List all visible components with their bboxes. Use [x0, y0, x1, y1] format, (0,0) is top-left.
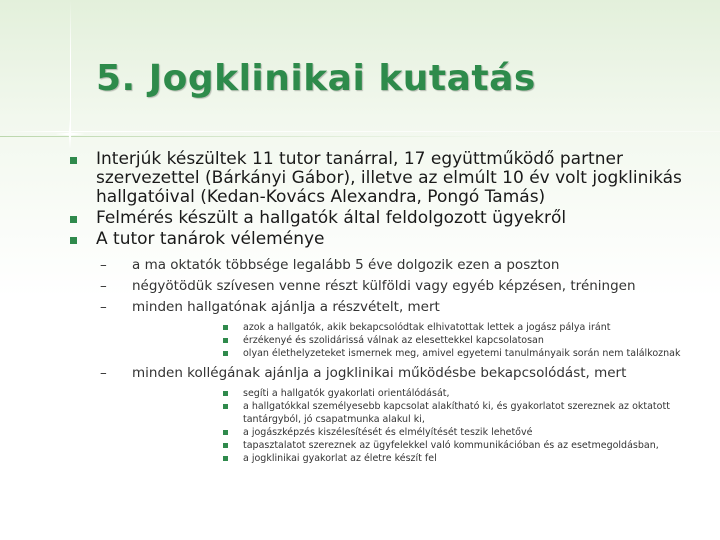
list-item [60, 255, 700, 276]
list-item [132, 387, 700, 400]
reason-text: érzékenyé és szolidárissá válnak az elesettekkel kapcsolatosan [243, 335, 544, 346]
reason-text: a hallgatókkal személyesebb kapcsolat alakítható ki, és gyakorlatot szereznek az oktatott tantárgyból, jó csapatmunka alakul ki, [243, 401, 670, 425]
square-bullet-icon [223, 351, 228, 356]
list-item [132, 347, 700, 360]
list-item [132, 334, 700, 347]
square-bullet-icon [223, 443, 228, 448]
decorative-horizontal-line [0, 131, 720, 132]
list-item [60, 230, 700, 249]
square-bullet-icon [70, 216, 77, 223]
square-bullet-icon [223, 456, 228, 461]
list-item [132, 321, 700, 334]
dash-bullet: – [100, 365, 107, 381]
reason-text: a jogászképzés kiszélesítését és elmélyítését teszik lehetővé [243, 427, 533, 438]
dash-bullet: – [100, 257, 107, 273]
square-bullet-icon [223, 391, 228, 396]
dash-bullet: – [100, 299, 107, 315]
list-item [60, 297, 700, 360]
sub-bullet-text: a ma oktatók többsége legalább 5 éve dolgozik ezen a poszton [132, 257, 560, 273]
list-item [60, 276, 700, 297]
sub-bullet-text: minden kollégának ajánlja a jogklinikai működésbe bekapcsolódást, mert [132, 365, 627, 381]
reason-text: olyan élethelyzeteket ismernek meg, amivel egyetemi tanulmányaik során nem találkoznak [243, 348, 681, 359]
list-item [60, 363, 700, 465]
list-item [60, 150, 700, 207]
reason-text: azok a hallgatók, akik bekapcsolódtak elhivatottak lettek a jogász pálya iránt [243, 322, 611, 333]
bullet-text: Interjúk készültek 11 tutor tanárral, 17 együttműködő partner szervezettel (Bárkányi Gábor), illetve az elmúlt 10 év volt jogklinikás hallgatóival (Kedan-Kovács Alexandra, Pongó Tamás) [96, 149, 682, 207]
slide-content [60, 150, 700, 468]
slide-title: 5. Jogklinikai kutatás [96, 58, 536, 99]
reason-text: a jogklinikai gyakorlat az életre készít fel [243, 453, 437, 464]
list-item [132, 426, 700, 439]
tutor-opinion-list [60, 255, 700, 465]
list-item [132, 400, 700, 426]
square-bullet-icon [70, 157, 77, 164]
square-bullet-icon [223, 325, 228, 330]
list-item [132, 452, 700, 465]
student-reasons-list [132, 321, 700, 360]
reason-text: tapasztalatot szereznek az ügyfelekkel való kommunikációban és az esetmegoldásban, [243, 440, 659, 451]
square-bullet-icon [223, 430, 228, 435]
decorative-horizontal-line-shadow [0, 136, 720, 137]
sparkle-icon [55, 119, 85, 149]
sub-bullet-text: minden hallgatónak ajánlja a részvételt, mert [132, 299, 440, 315]
sub-bullet-text: négyötödük szívesen venne részt külföldi vagy egyéb képzésen, tréningen [132, 278, 636, 294]
square-bullet-icon [70, 237, 77, 244]
dash-bullet: – [100, 278, 107, 294]
list-item [60, 209, 700, 228]
bullet-text: A tutor tanárok véleménye [96, 229, 325, 249]
list-item [132, 439, 700, 452]
colleague-reasons-list [132, 387, 700, 465]
reason-text: segíti a hallgatók gyakorlati orientálódását, [243, 388, 450, 399]
square-bullet-icon [223, 338, 228, 343]
main-bullet-list [60, 150, 700, 249]
bullet-text: Felmérés készült a hallgatók által feldolgozott ügyekről [96, 208, 567, 228]
square-bullet-icon [223, 404, 228, 409]
